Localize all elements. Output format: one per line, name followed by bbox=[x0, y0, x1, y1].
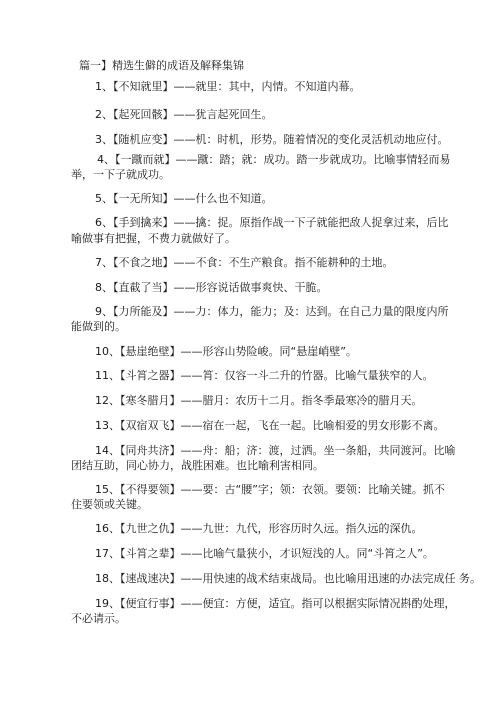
entry-18 bbox=[95, 571, 481, 586]
entry-text: 不必请示。 bbox=[71, 612, 126, 625]
entry-text: 9、【力所能及】——力：体力，能力；及：达到。在自己力量的限度内所 bbox=[95, 305, 449, 318]
entry-text: 19、【便宜行事】——便宜：方便，适宜。指可以根据实际情况斟酌处理， bbox=[95, 597, 456, 610]
entry-2 bbox=[95, 107, 273, 122]
entry-6-continued bbox=[71, 231, 236, 246]
entry-text: 3、【随机应变】——机：时机，形势。随着情况的变化灵活机动地应付。 bbox=[95, 133, 449, 146]
entry-text: 能做到的。 bbox=[71, 320, 126, 333]
entry-13 bbox=[95, 418, 445, 433]
entry-6 bbox=[95, 215, 449, 230]
entry-5 bbox=[95, 191, 273, 206]
entry-text: 17、【斗筲之辈】——比喻气量狭小，才识短浅的人。同“斗筲之人”。 bbox=[95, 547, 434, 560]
entry-text: 2、【起死回骸】——犹言起死回生。 bbox=[95, 108, 273, 121]
entry-text: 1、【不知就里】——就里：其中，内情。不知道内幕。 bbox=[95, 80, 361, 93]
entry-9-continued bbox=[71, 319, 126, 334]
entry-19-continued bbox=[71, 611, 126, 626]
entry-16 bbox=[95, 521, 423, 536]
entry-text: 14、【同舟共济】——舟：船；济：渡，过洒。坐一条船，共同渡河。比喻 bbox=[95, 444, 456, 457]
entry-text: 6、【手到擒来】——擒：捉。原指作战一下子就能把敌人捉拿过来，后比 bbox=[95, 216, 449, 229]
entry-text: 18、【速战速决】——用快速的战术结束战局。也比喻用迅速的办法完成任 务。 bbox=[95, 572, 481, 585]
entry-text: 举，一下子就成功。 bbox=[71, 168, 170, 181]
entry-text: 8、【直截了当】——形容说话做事爽快、干脆。 bbox=[95, 281, 328, 294]
entry-15-continued bbox=[71, 497, 148, 512]
entry-text: 13、【双宿双飞】——宿在一起，飞在一起。比喻相爱的男女形影不离。 bbox=[95, 419, 445, 432]
entry-19 bbox=[95, 596, 456, 611]
entry-14-continued bbox=[71, 458, 324, 473]
entry-text: 5、【一无所知】——什么也不知道。 bbox=[95, 192, 273, 205]
entry-text: 11、【斗筲之器】——筲：仅容一斗二升的竹器。比喻气量狭窄的人。 bbox=[95, 369, 434, 382]
entry-text: 7、【不食之地】——不食：不生产粮食。指不能耕种的土地。 bbox=[95, 256, 394, 269]
entry-text: 10、【悬崖绝壁】——形容山势险峻。同“悬崖峭壁”。 bbox=[95, 345, 357, 358]
entry-8 bbox=[95, 280, 328, 295]
entry-text: 团结互助，同心协力，战胜困难。也比喻利害相同。 bbox=[71, 459, 324, 472]
entry-1 bbox=[95, 79, 361, 94]
entry-7 bbox=[95, 255, 394, 270]
entry-4-continued bbox=[71, 167, 170, 182]
entry-14 bbox=[95, 443, 456, 458]
entry-17 bbox=[95, 546, 434, 561]
entry-11 bbox=[95, 368, 434, 383]
entry-text: 15、【不得要领】——要：古“腰”字；领：衣领。要领：比喻关键。抓不 bbox=[95, 483, 445, 496]
entry-text: 4、【一蹴而就】——蹴：踏；就：成功。踏一步就成功。比喻事情轻而易 bbox=[97, 153, 451, 166]
entry-4 bbox=[97, 152, 451, 167]
entry-text: 住要领或关键。 bbox=[71, 498, 148, 511]
entry-12 bbox=[95, 393, 423, 408]
entry-text: 12、【寒冬腊月】——腊月：农历十二月。指冬季最寒冷的腊月天。 bbox=[95, 394, 423, 407]
entry-10 bbox=[95, 344, 357, 359]
entry-text: 喻做事有把握，不费力就做好了。 bbox=[71, 232, 236, 245]
entry-text: 16、【九世之仇】——九世：九代，形容历时久远。指久远的深仇。 bbox=[95, 522, 423, 535]
entry-9 bbox=[95, 304, 449, 319]
entry-15 bbox=[95, 482, 445, 497]
entry-3 bbox=[95, 132, 449, 147]
document-title: 篇一】精选生僻的成语及解释集锦 bbox=[79, 59, 244, 72]
